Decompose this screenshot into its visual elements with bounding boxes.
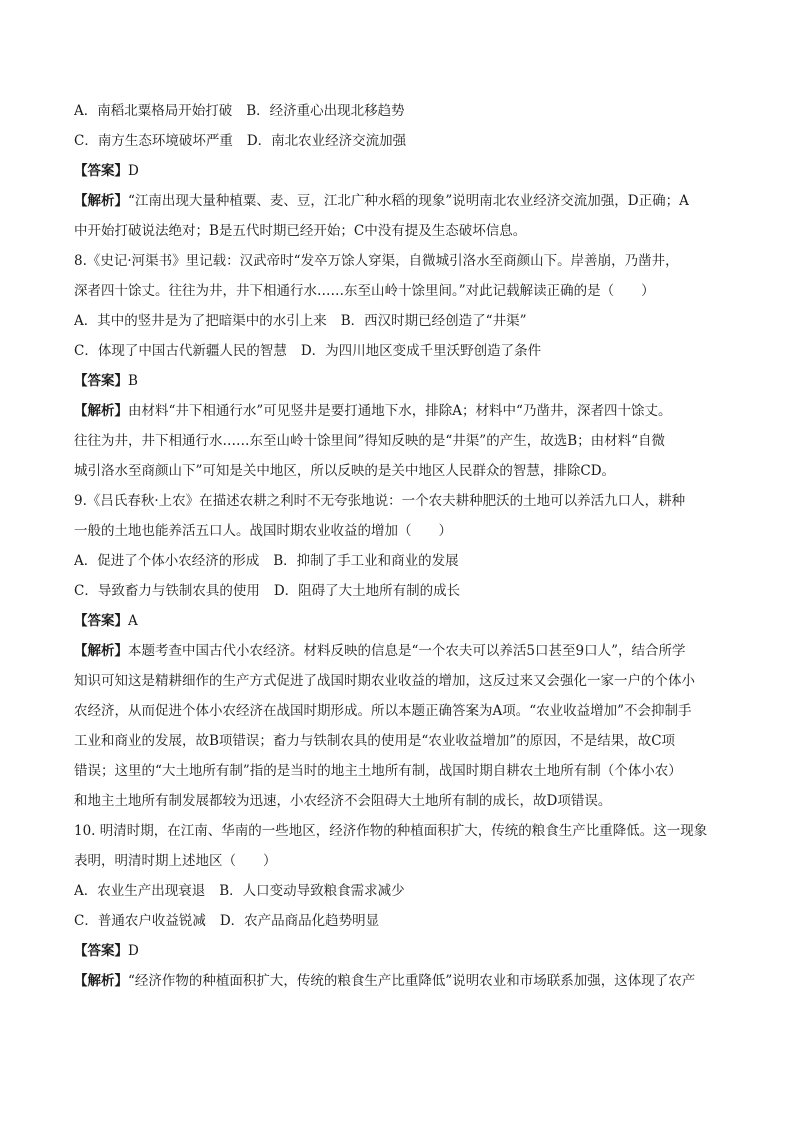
option-a: C．体现了中国古代新疆人民的智慧 <box>74 343 287 359</box>
option-a: A．促进了个体小农经济的形成 <box>74 553 260 569</box>
analysis-text: “经济作物的种植面积扩大，传统的粮食生产比重降低”说明农业和市场联系加强，这体现了农产 <box>128 973 696 989</box>
analysis-line <box>74 396 740 426</box>
option-line <box>74 336 740 366</box>
answer-label: 【答案】 <box>74 613 128 629</box>
option-line <box>74 876 740 906</box>
option-a: C．导致畜力与铁制农具的使用 <box>74 583 260 599</box>
answer-label: 【答案】 <box>74 373 128 389</box>
answer-line <box>74 936 740 966</box>
line-text: 中开始打破说法绝对；B是五代时期已经开始；C中没有提及生态破坏信息。 <box>74 223 527 239</box>
answer-value: D <box>128 943 139 959</box>
text-line <box>74 456 740 486</box>
text-line <box>74 276 740 306</box>
text-line <box>74 756 740 786</box>
option-b: D．南北农业经济交流加强 <box>246 133 407 149</box>
line-text: 10. 明清时期，在江南、华南的一些地区，经济作物的种植面积扩大，传统的粮食生产比重降低。这一现象 <box>74 823 708 839</box>
answer-label: 【答案】 <box>74 943 128 959</box>
line-text: 错误；这里的“大土地所有制”指的是当时的地主土地所有制，战国时期自耕农土地所有制（个体小农） <box>74 763 682 779</box>
line-text: 城引洛水至商颜山下”可知是关中地区，所以反映的是关中地区人民群众的智慧，排除CD。 <box>74 463 616 479</box>
option-a: A．其中的竖井是为了把暗渠中的水引上来 <box>74 313 327 329</box>
text-line <box>74 246 740 276</box>
line-text: 和地主土地所有制发展都较为迅速，小农经济不会阻碍大土地所有制的成长，故D项错误。 <box>74 793 612 809</box>
option-b: D．阻碍了大土地所有制的成长 <box>273 583 461 599</box>
text-line <box>74 786 740 816</box>
option-line <box>74 576 740 606</box>
analysis-label: 【解析】 <box>74 643 128 659</box>
answer-line <box>74 606 740 636</box>
text-line <box>74 696 740 726</box>
answer-line <box>74 156 740 186</box>
analysis-text: “江南出现大量种植粟、麦、豆，江北广种水稻的现象”说明南北农业经济交流加强，D正确；A <box>128 193 689 209</box>
line-text: 深者四十馀丈。往往为井，井下相通行水……东至山岭十馀里间。”对此记载解读正确的是（ ） <box>74 283 655 299</box>
option-b: D．农产品商品化趋势明显 <box>219 913 380 929</box>
line-text: 工业和商业的发展，故B项错误；畜力与铁制农具的使用是“农业收益增加”的原因，不是结果，故C项 <box>74 733 676 749</box>
option-b: B．经济重心出现北移趋势 <box>246 103 405 119</box>
option-line <box>74 126 740 156</box>
text-line <box>74 216 740 246</box>
document-page <box>74 96 740 996</box>
analysis-label: 【解析】 <box>74 193 128 209</box>
line-text: 9.《吕氏春秋·上农》在描述农耕之利时不无夸张地说：一个农夫耕种肥沃的土地可以养活九口人，耕种 <box>74 493 686 509</box>
option-a: C．南方生态环境破坏严重 <box>74 133 233 149</box>
line-text: 一般的土地也能养活五口人。战国时期农业收益的增加（ ） <box>74 523 452 539</box>
line-text: 表明，明清时期上述地区（ ） <box>74 853 277 869</box>
option-line <box>74 96 740 126</box>
line-text: 农经济，从而促进个体小农经济在战国时期形成。所以本题正确答案为A项。“农业收益增加”不会抑制手 <box>74 703 692 719</box>
text-line <box>74 516 740 546</box>
option-line <box>74 906 740 936</box>
answer-label: 【答案】 <box>74 163 128 179</box>
line-text: 往往为井，井下相通行水……东至山岭十馀里间”得知反映的是“井渠”的产生，故选B；由材料“自微 <box>74 433 666 449</box>
text-line <box>74 726 740 756</box>
text-line <box>74 816 740 846</box>
text-line <box>74 666 740 696</box>
text-line <box>74 426 740 456</box>
option-a: A．南稻北粟格局开始打破 <box>74 103 233 119</box>
text-line <box>74 846 740 876</box>
answer-line <box>74 366 740 396</box>
answer-value: B <box>128 373 138 389</box>
answer-value: D <box>128 163 139 179</box>
analysis-line <box>74 186 740 216</box>
option-line <box>74 306 740 336</box>
text-line <box>74 486 740 516</box>
analysis-text: 本题考查中国古代小农经济。材料反映的信息是“一个农夫可以养活5口甚至9口人”，结合所学 <box>128 643 686 659</box>
line-text: 8.《史记·河渠书》里记载：汉武帝时“发卒万馀人穿渠，自微城引洛水至商颜山下。岸善崩，乃凿井， <box>74 253 679 269</box>
option-b: B．人口变动导致粮食需求减少 <box>219 883 405 899</box>
analysis-line <box>74 636 740 666</box>
option-b: D．为四川地区变成千里沃野创造了条件 <box>300 343 542 359</box>
option-b: B．抑制了手工业和商业的发展 <box>273 553 459 569</box>
answer-value: A <box>128 613 138 629</box>
analysis-line <box>74 966 740 996</box>
option-a: A．农业生产出现衰退 <box>74 883 206 899</box>
line-text: 知识可知这是精耕细作的生产方式促进了战国时期农业收益的增加，这反过来又会强化一家一户的个体小 <box>74 673 695 689</box>
analysis-label: 【解析】 <box>74 973 128 989</box>
analysis-text: 由材料“井下相通行水”可见竖井是要打通地下水，排除A；材料中“乃凿井，深者四十馀丈。 <box>128 403 672 419</box>
option-b: B．西汉时期已经创造了“井渠” <box>340 313 527 329</box>
analysis-label: 【解析】 <box>74 403 128 419</box>
option-a: C．普通农户收益锐减 <box>74 913 206 929</box>
option-line <box>74 546 740 576</box>
